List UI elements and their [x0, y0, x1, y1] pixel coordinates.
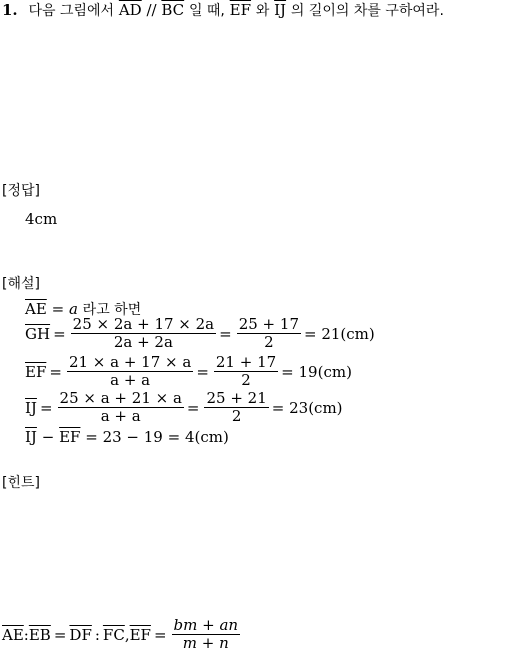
fraction — [71, 316, 216, 351]
equals-sign: = — [196, 362, 209, 381]
answer-label: [정답] — [2, 183, 40, 199]
denominator: a + a — [100, 407, 141, 425]
result: = 23(cm) — [271, 398, 343, 417]
explanation-label: [해설] — [2, 276, 40, 292]
segment-ef: $\overline{EF}$ — [59, 428, 81, 446]
hint-formula — [2, 617, 243, 652]
segment-fc: $\overline{FC}$ — [102, 625, 125, 644]
equals-sign: = — [186, 398, 200, 417]
segment-ij: $\overline{IJ}$ — [274, 1, 287, 19]
numerator: 25 × 2a + 17 × 2a — [72, 315, 215, 333]
equals-sign: = — [153, 625, 167, 644]
equals-sign: = — [219, 324, 232, 343]
segment-ad: $\overline{AD}$ — [118, 1, 142, 19]
question-line — [2, 1, 444, 20]
minus-sign: − — [41, 428, 55, 446]
segment-gh: $\overline{GH}$ — [25, 324, 51, 343]
numerator: 21 + 17 — [215, 353, 277, 371]
fraction — [214, 354, 278, 389]
explanation-line-2 — [25, 316, 378, 351]
answer-value: 4cm — [25, 210, 58, 228]
result: = 21(cm) — [303, 324, 375, 343]
ratio-colon: : — [23, 625, 29, 644]
segment-ae: $\overline{AE}$ — [25, 300, 47, 318]
numerator: 25 + 17 — [238, 315, 299, 333]
equals-sign: = — [53, 625, 67, 644]
question-text: 일 때, — [188, 3, 225, 19]
denominator: m + n — [182, 634, 229, 652]
explanation-line-5 — [25, 428, 229, 446]
numerator: 25 + 21 — [206, 389, 267, 407]
explanation-line-4 — [25, 390, 346, 425]
denominator: 2 — [264, 333, 274, 351]
parallel-symbol: // — [146, 1, 157, 19]
denominator: 2a + 2a — [113, 333, 173, 351]
variable-a: a — [68, 300, 78, 318]
equals-sign: = — [49, 362, 62, 381]
fraction — [237, 316, 301, 351]
explanation-text: 라고 하면 — [82, 302, 142, 318]
segment-eb: $\overline{EB}$ — [28, 625, 51, 644]
fraction — [58, 390, 184, 425]
segment-ij: $\overline{IJ}$ — [25, 398, 37, 417]
fraction — [204, 390, 268, 425]
comma: , — [124, 625, 130, 644]
denominator: 2 — [241, 371, 251, 389]
segment-ae: $\overline{AE}$ — [2, 625, 24, 644]
segment-ef: $\overline{EF}$ — [229, 1, 252, 19]
numerator: 21 × a + 17 × a — [68, 353, 192, 371]
numerator: bm + an — [173, 616, 239, 634]
fraction — [67, 354, 193, 389]
explanation-line-3 — [25, 354, 355, 389]
equals-sign: = — [39, 398, 53, 417]
fraction — [172, 617, 241, 652]
denominator: 2 — [231, 407, 242, 425]
segment-df: $\overline{DF}$ — [69, 625, 92, 644]
equals-sign: = — [51, 300, 65, 318]
equals-sign: = — [53, 324, 66, 343]
question-text: 다음 그림에서 — [28, 3, 115, 19]
question-number: 1. — [2, 1, 18, 19]
numerator: 25 × a + 21 × a — [59, 389, 182, 407]
question-text: 와 — [255, 3, 270, 19]
segment-ef: $\overline{EF}$ — [25, 362, 47, 381]
hint-label: [힌트] — [2, 475, 40, 491]
segment-ij: $\overline{IJ}$ — [25, 428, 37, 446]
ratio-colon: : — [94, 625, 100, 644]
segment-bc: $\overline{BC}$ — [161, 1, 185, 19]
result: = 19(cm) — [281, 362, 352, 381]
result: = 23 − 19 = 4(cm) — [85, 428, 229, 446]
segment-ef: $\overline{EF}$ — [129, 625, 151, 644]
question-text: 의 길이의 차를 구하여라. — [290, 3, 444, 19]
denominator: a + a — [110, 371, 151, 389]
